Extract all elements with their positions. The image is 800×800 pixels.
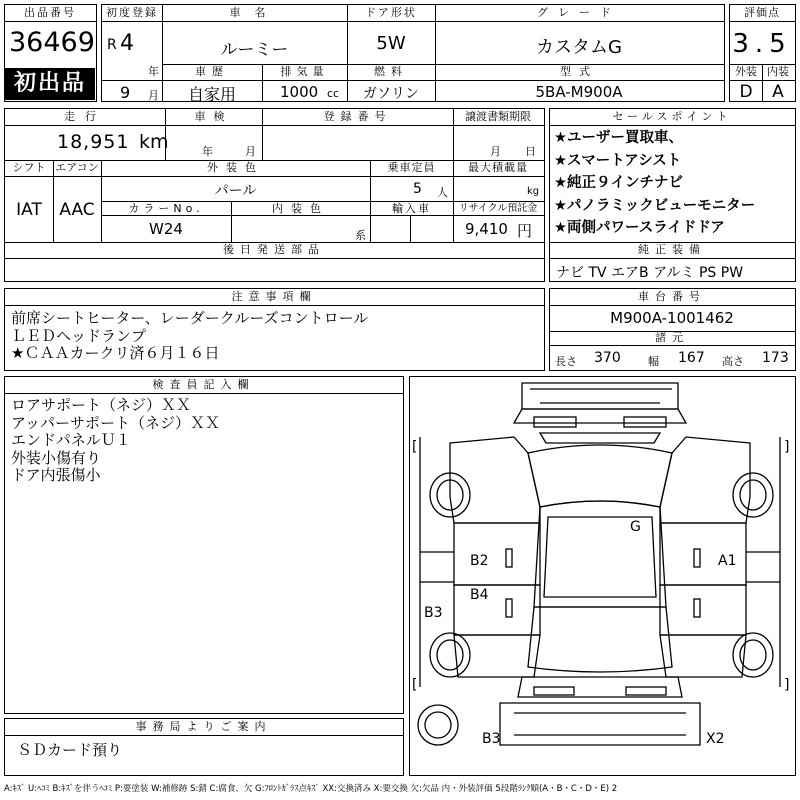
specs-label: 諸元 [655, 331, 689, 344]
recycle-value: 9,410 [465, 220, 508, 238]
height-value: 173 [762, 350, 789, 366]
height-label: 高さ [722, 355, 744, 368]
score-label: 評価点 [744, 6, 780, 19]
inspector-line: エンドパネルＵ１ [11, 431, 131, 449]
year-unit: 年 [148, 65, 159, 78]
length-label: 長さ [555, 355, 577, 368]
damage-mark-b4: B4 [470, 587, 489, 603]
chassis-number: M900A-1001462 [610, 309, 734, 327]
bracket-right-rear: ] [784, 677, 790, 693]
displacement-label: 排気量 [280, 65, 329, 78]
sales-points-label: セールスポイント [612, 110, 732, 123]
sales-point-item: ★ユーザー買取車、 [554, 130, 683, 146]
damage-mark-x2: X2 [706, 731, 725, 747]
model-label: 型式 [560, 65, 598, 78]
office-box [4, 718, 404, 776]
sales-point-item: ★パノラミックビューモニター [554, 197, 756, 214]
notes-box [4, 288, 545, 371]
chassis-label: 車台番号 [638, 290, 706, 303]
interior-grade: A [772, 82, 784, 102]
color-no-label: カラーNo. [128, 202, 204, 215]
reg-year: 4 [120, 31, 134, 56]
seats-unit: 人 [437, 186, 448, 199]
lot-label: 出品番号 [24, 6, 76, 19]
displacement-unit: cc [327, 87, 340, 100]
shift-value: IAT [16, 200, 42, 220]
sales-point-item: ★スマートアシスト [554, 152, 682, 169]
note-line: ＬＥＤヘッドランプ [11, 326, 147, 345]
mileage-value: 18,951 [57, 131, 130, 153]
inspector-label: 検査員記入欄 [152, 378, 255, 391]
damage-mark-a1: A1 [718, 553, 737, 569]
inspection-year-unit: 年 [202, 145, 213, 158]
mileage-label: 走行 [64, 110, 106, 123]
width-value: 167 [678, 350, 705, 366]
inspection-month-unit: 月 [245, 145, 256, 158]
car-name: ルーミー [220, 40, 289, 60]
load-label: 最大積載量 [468, 161, 528, 174]
grade-value: カスタムG [536, 37, 622, 58]
import-label: 輸入車 [392, 202, 431, 215]
door-value: 5W [376, 33, 406, 54]
inspector-line: ロアサポート（ネジ）ＸＸ [11, 396, 192, 414]
sales-point-item: ★純正９インチナビ [554, 175, 683, 191]
office-label: 事務局よりご案内 [135, 720, 272, 733]
lot-number: 36469 [9, 27, 95, 58]
month-unit: 月 [148, 89, 159, 102]
vehicle-info-box [4, 108, 545, 282]
mileage-unit: km [139, 131, 169, 153]
grade-label: グレード [537, 6, 621, 19]
equipment-value: ナビ TV エアB アルミ PS PW [556, 265, 744, 281]
width-label: 幅 [648, 355, 659, 368]
score-box [729, 4, 796, 102]
ext-color-value: パール [214, 183, 257, 199]
transfer-month-unit: 月 [490, 145, 501, 158]
car-outline [410, 377, 794, 774]
damage-mark-b3-rear: B3 [482, 731, 501, 747]
legend: A:ｷｽﾞ U:ﾍｺﾐ B:ｷｽﾞを伴うﾍｺﾐ P:要塗装 W:補修跡 S:錆 C:腐食、欠 G:ﾌﾛﾝﾄｶﾞﾗｽ点ｷｽﾞ XX:交換済み X:要交換 欠:欠品 内・外装評価 5段階ﾗﾝｸ順(A・B・C・D・E) 2 [4, 784, 618, 794]
fuel-value: ガソリン [363, 86, 419, 102]
fuel-label: 燃料 [374, 65, 408, 78]
inspector-line: ドア内張傷小 [11, 466, 101, 484]
length-value: 370 [594, 350, 621, 366]
aircon-value: AAC [59, 200, 95, 220]
model-value: 5BA-M900A [535, 83, 623, 101]
exterior-grade: D [739, 82, 753, 102]
inspection-label: 車検 [194, 110, 233, 123]
lot-box [4, 4, 97, 102]
transfer-day-unit: 日 [525, 145, 536, 158]
notes-label: 注意事項欄 [231, 290, 317, 303]
displacement-value: 1000 [280, 83, 319, 101]
damage-mark-b2: B2 [470, 553, 489, 569]
note-line: 前席シートヒーター、レーダークルーズコントロール [11, 309, 369, 327]
color-no-value: W24 [149, 220, 183, 238]
sales-points-box [549, 108, 796, 282]
chassis-box [549, 288, 796, 371]
door-label: ドア形状 [365, 6, 417, 19]
era: R [107, 37, 117, 53]
equipment-label: 純正装備 [638, 243, 706, 256]
bracket-right: ] [784, 439, 790, 455]
aircon-label: エアコン [55, 161, 99, 174]
sales-point-item: ★両側パワースライドドア [554, 220, 725, 236]
ext-color-label: 外装色 [207, 161, 264, 174]
history-label: 車歴 [195, 65, 229, 78]
int-color-label: 内装色 [272, 202, 329, 215]
shift-label: シフト [12, 161, 46, 174]
first-listing-badge: 初出品 [5, 68, 95, 100]
interior-label: 内装 [767, 65, 789, 78]
bracket-left: [ [412, 439, 418, 455]
score-value: 3.5 [732, 29, 792, 59]
transfer-label: 譲渡書類期限 [465, 110, 531, 123]
inspector-line: 外装小傷有り [11, 448, 102, 467]
reg-month: 9 [120, 83, 131, 102]
main-header-box [101, 4, 725, 102]
car-damage-diagram [409, 376, 796, 776]
recycle-unit: 円 [517, 222, 533, 240]
car-name-label: 車名 [229, 6, 280, 19]
damage-mark-b3-side: B3 [424, 605, 443, 621]
first-reg-label: 初度登録 [106, 6, 158, 19]
reg-no-label: 登録番号 [323, 110, 392, 123]
seats-label: 乗車定員 [387, 161, 436, 174]
recycle-label: リサイクル預託金 [458, 203, 538, 214]
note-line: ★ＣＡＡカークリ済６月１６日 [11, 344, 220, 362]
damage-mark-g: G [630, 519, 641, 535]
inspector-box [4, 376, 404, 714]
inspector-line: アッパーサポート（ネジ）ＸＸ [11, 413, 220, 432]
seats-value: 5 [413, 181, 422, 197]
exterior-label: 外装 [735, 65, 757, 78]
history-value: 自家用 [187, 85, 236, 104]
bracket-left-rear: [ [412, 677, 418, 693]
later-parts-label: 後日発送部品 [223, 243, 325, 256]
office-value: ＳＤカード預り [17, 741, 123, 759]
load-unit: kg [527, 186, 540, 197]
int-color-unit: 系 [355, 229, 366, 242]
